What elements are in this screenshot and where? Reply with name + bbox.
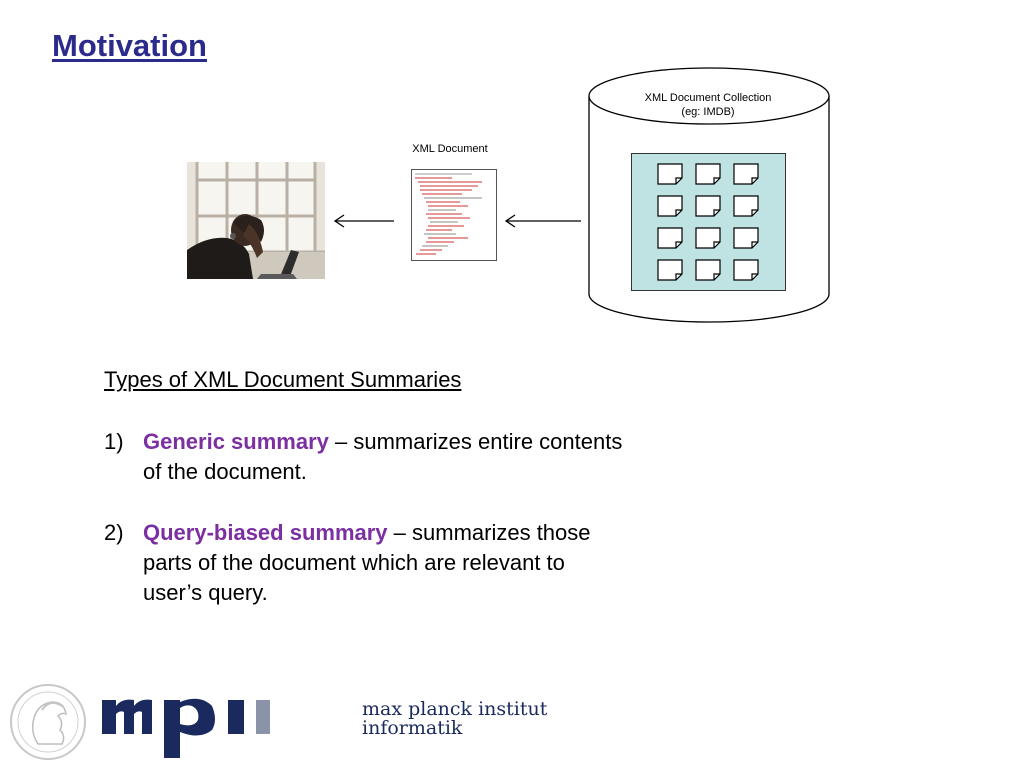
arrow-to-document-icon [503, 213, 583, 229]
arrow-to-user-icon [332, 213, 396, 229]
summary-types-heading: Types of XML Document Summaries [104, 367, 462, 392]
xml-document-icon [411, 169, 497, 261]
list-item-term: Query-biased summary [143, 520, 388, 545]
slide-title: Motivation [52, 28, 207, 63]
institute-name-line2: informatik [362, 717, 463, 739]
collection-label [628, 91, 788, 119]
list-item-term: Generic summary [143, 429, 329, 454]
document-icons [658, 164, 758, 280]
collection-label-line1: XML Document Collection [644, 92, 772, 104]
list-item-generic-summary [104, 427, 624, 487]
list-item-query-biased-summary [104, 518, 624, 608]
minerva-seal-icon [8, 682, 88, 762]
list-item-number: 2) [104, 520, 124, 545]
user-photo [187, 162, 325, 279]
institute-name-line1: max planck institut [362, 698, 548, 720]
mpi-logo-icon [100, 690, 348, 760]
collection-label-line2: (eg: IMDB) [681, 106, 735, 118]
list-item-number: 1) [104, 429, 124, 454]
document-grid [631, 153, 786, 291]
list-item-description: – summarizes entire contents of the document. [143, 429, 623, 484]
xml-document-label: XML Document [412, 143, 488, 155]
list-item-description: – summarizes those parts of the document which are relevant to user’s query. [143, 520, 591, 605]
